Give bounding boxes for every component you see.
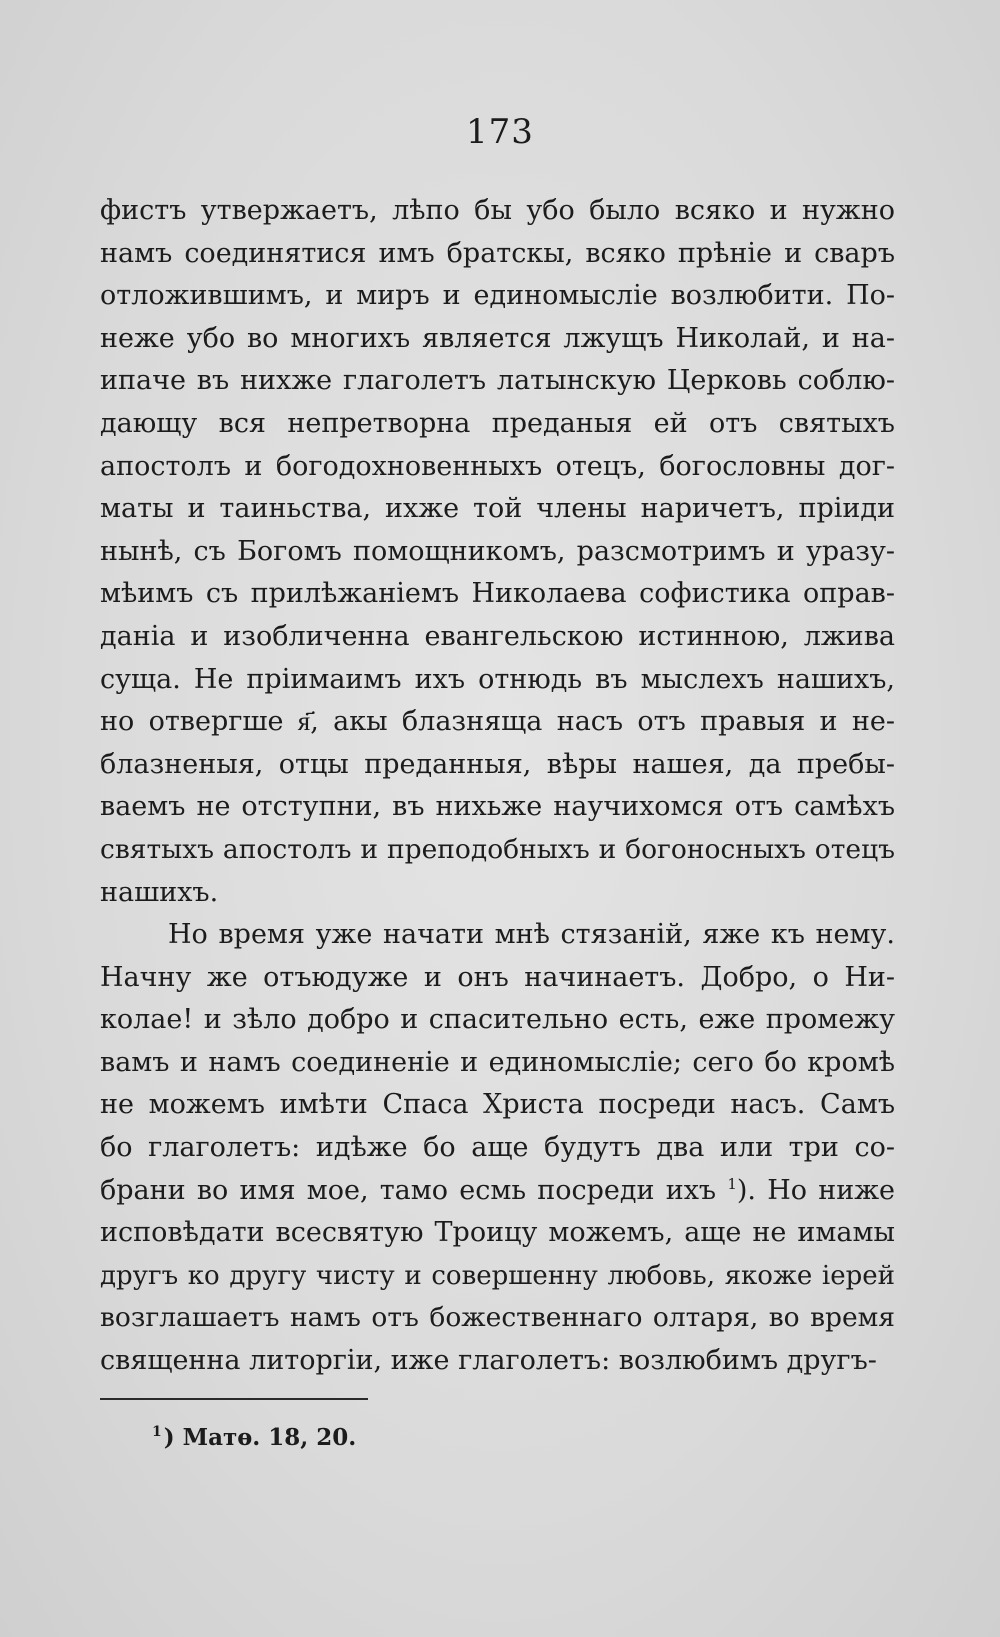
text-line <box>100 488 895 531</box>
text-line-content: брани во имя мое, тамо есмь посреди ихъ <box>100 1174 728 1206</box>
text-line-content: святыхъ апостолъ и преподобныхъ и богоносныхъ отецъ <box>100 833 895 865</box>
text-line <box>100 659 895 702</box>
page-number: 173 <box>466 112 534 152</box>
text-line <box>100 957 895 1000</box>
text-line-content: дающу вся непретворна преданыя ей отъ святыхъ <box>100 407 895 439</box>
text-line <box>100 872 895 915</box>
text-line-content: Но время уже начати мнѣ стязаній, яже къ нему. <box>168 919 895 951</box>
text-line <box>100 531 895 574</box>
text-line-content: не можемъ имѣти Спаса Христа посреди насъ. Самъ <box>100 1089 895 1121</box>
text-line <box>100 318 895 361</box>
text-line <box>100 829 895 872</box>
footnote-mark: 1 <box>152 1424 162 1441</box>
text-line-content: данiа и изобличенна евангельскою истинною, лжива <box>100 620 895 652</box>
text-line-content: но отвергше я҃, акы блазняща насъ отъ правыя и не- <box>100 706 895 738</box>
text-line-content: отложившимъ, и миръ и единомысліе возлюбити. По- <box>100 280 895 312</box>
text-line-content: ). Но ниже <box>736 1174 896 1206</box>
text-line-content: бо глаголетъ: идѣже бо аще будутъ два или три со- <box>100 1132 895 1164</box>
text-line-content: маты и таиньства, ихже той члены наричетъ, пріиди <box>100 493 895 525</box>
text-line <box>100 360 895 403</box>
text-line-content: намъ соединятися имъ братскы, всяко прѣніе и сваръ <box>100 237 895 269</box>
text-line <box>100 999 895 1042</box>
text-line-content: ваемъ не отступни, въ нихьже научихомся отъ самѣхъ <box>100 791 895 823</box>
text-line <box>100 1127 895 1170</box>
body-text <box>100 190 895 1383</box>
text-line-content: другъ ко другу чисту и совершенну любовь, якоже іерей <box>100 1260 895 1291</box>
text-line <box>100 701 895 744</box>
text-line-content: нынѣ, съ Богомъ помощникомъ, разсмотримъ и уразу- <box>100 535 895 567</box>
text-line <box>100 573 895 616</box>
text-line <box>100 744 895 787</box>
footnote-text: ) Матѳ. 18, 20. <box>163 1424 357 1451</box>
text-line-content: мѣимъ съ прилѣжаніемъ Николаева софистика оправ- <box>100 578 895 610</box>
text-line <box>100 1297 895 1340</box>
text-line <box>100 1170 895 1213</box>
text-line-content: колае! и зѣло добро и спасительно есть, еже промежу <box>100 1004 895 1036</box>
text-line <box>100 233 895 276</box>
footnote-reference: 1 <box>727 1174 737 1193</box>
text-line-content: ипаче въ нихже глаголетъ латынскую Церковь соблю- <box>100 365 895 397</box>
text-line-content: блазненыя, отцы преданныя, вѣры нашея, да пребы- <box>100 748 895 780</box>
text-line-content: Начну же отъюдуже и онъ начинаетъ. Добро, о Ни- <box>100 961 895 993</box>
text-line-content: исповѣдати всесвятую Троицу можемъ, аще не имамы <box>100 1217 895 1249</box>
text-line <box>100 1084 895 1127</box>
footnote <box>152 1424 356 1451</box>
text-line <box>100 1212 895 1255</box>
text-line <box>100 1255 895 1298</box>
text-line-content: нашихъ. <box>100 876 219 908</box>
text-line-content: фистъ утвержаетъ, лѣпо бы убо было всяко и нужно <box>100 195 895 226</box>
text-line-content: неже убо во многихъ является лжущъ Николай, и на- <box>100 322 895 354</box>
text-line-content: священна литоргіи, иже глаголетъ: возлюбимъ другъ- <box>100 1345 877 1377</box>
text-line-content: вамъ и намъ соединеніе и единомысліе; сего бо кромѣ <box>100 1046 895 1078</box>
text-line-content: суща. Не пріимаимъ ихъ отнюдь въ мыслехъ нашихъ, <box>100 663 895 695</box>
text-line <box>100 446 895 489</box>
footnote-rule <box>100 1398 368 1400</box>
text-line <box>100 275 895 318</box>
text-line <box>100 786 895 829</box>
text-line <box>100 403 895 446</box>
text-line-content: возглашаетъ намъ отъ божественнаго олтаря, во время <box>100 1302 895 1334</box>
text-line <box>100 1340 895 1383</box>
text-line <box>100 190 895 233</box>
text-line <box>100 914 895 957</box>
text-line <box>100 1042 895 1085</box>
text-line <box>100 616 895 659</box>
text-line-content: апостолъ и богодохновенныхъ отецъ, богословны дог- <box>100 450 895 482</box>
